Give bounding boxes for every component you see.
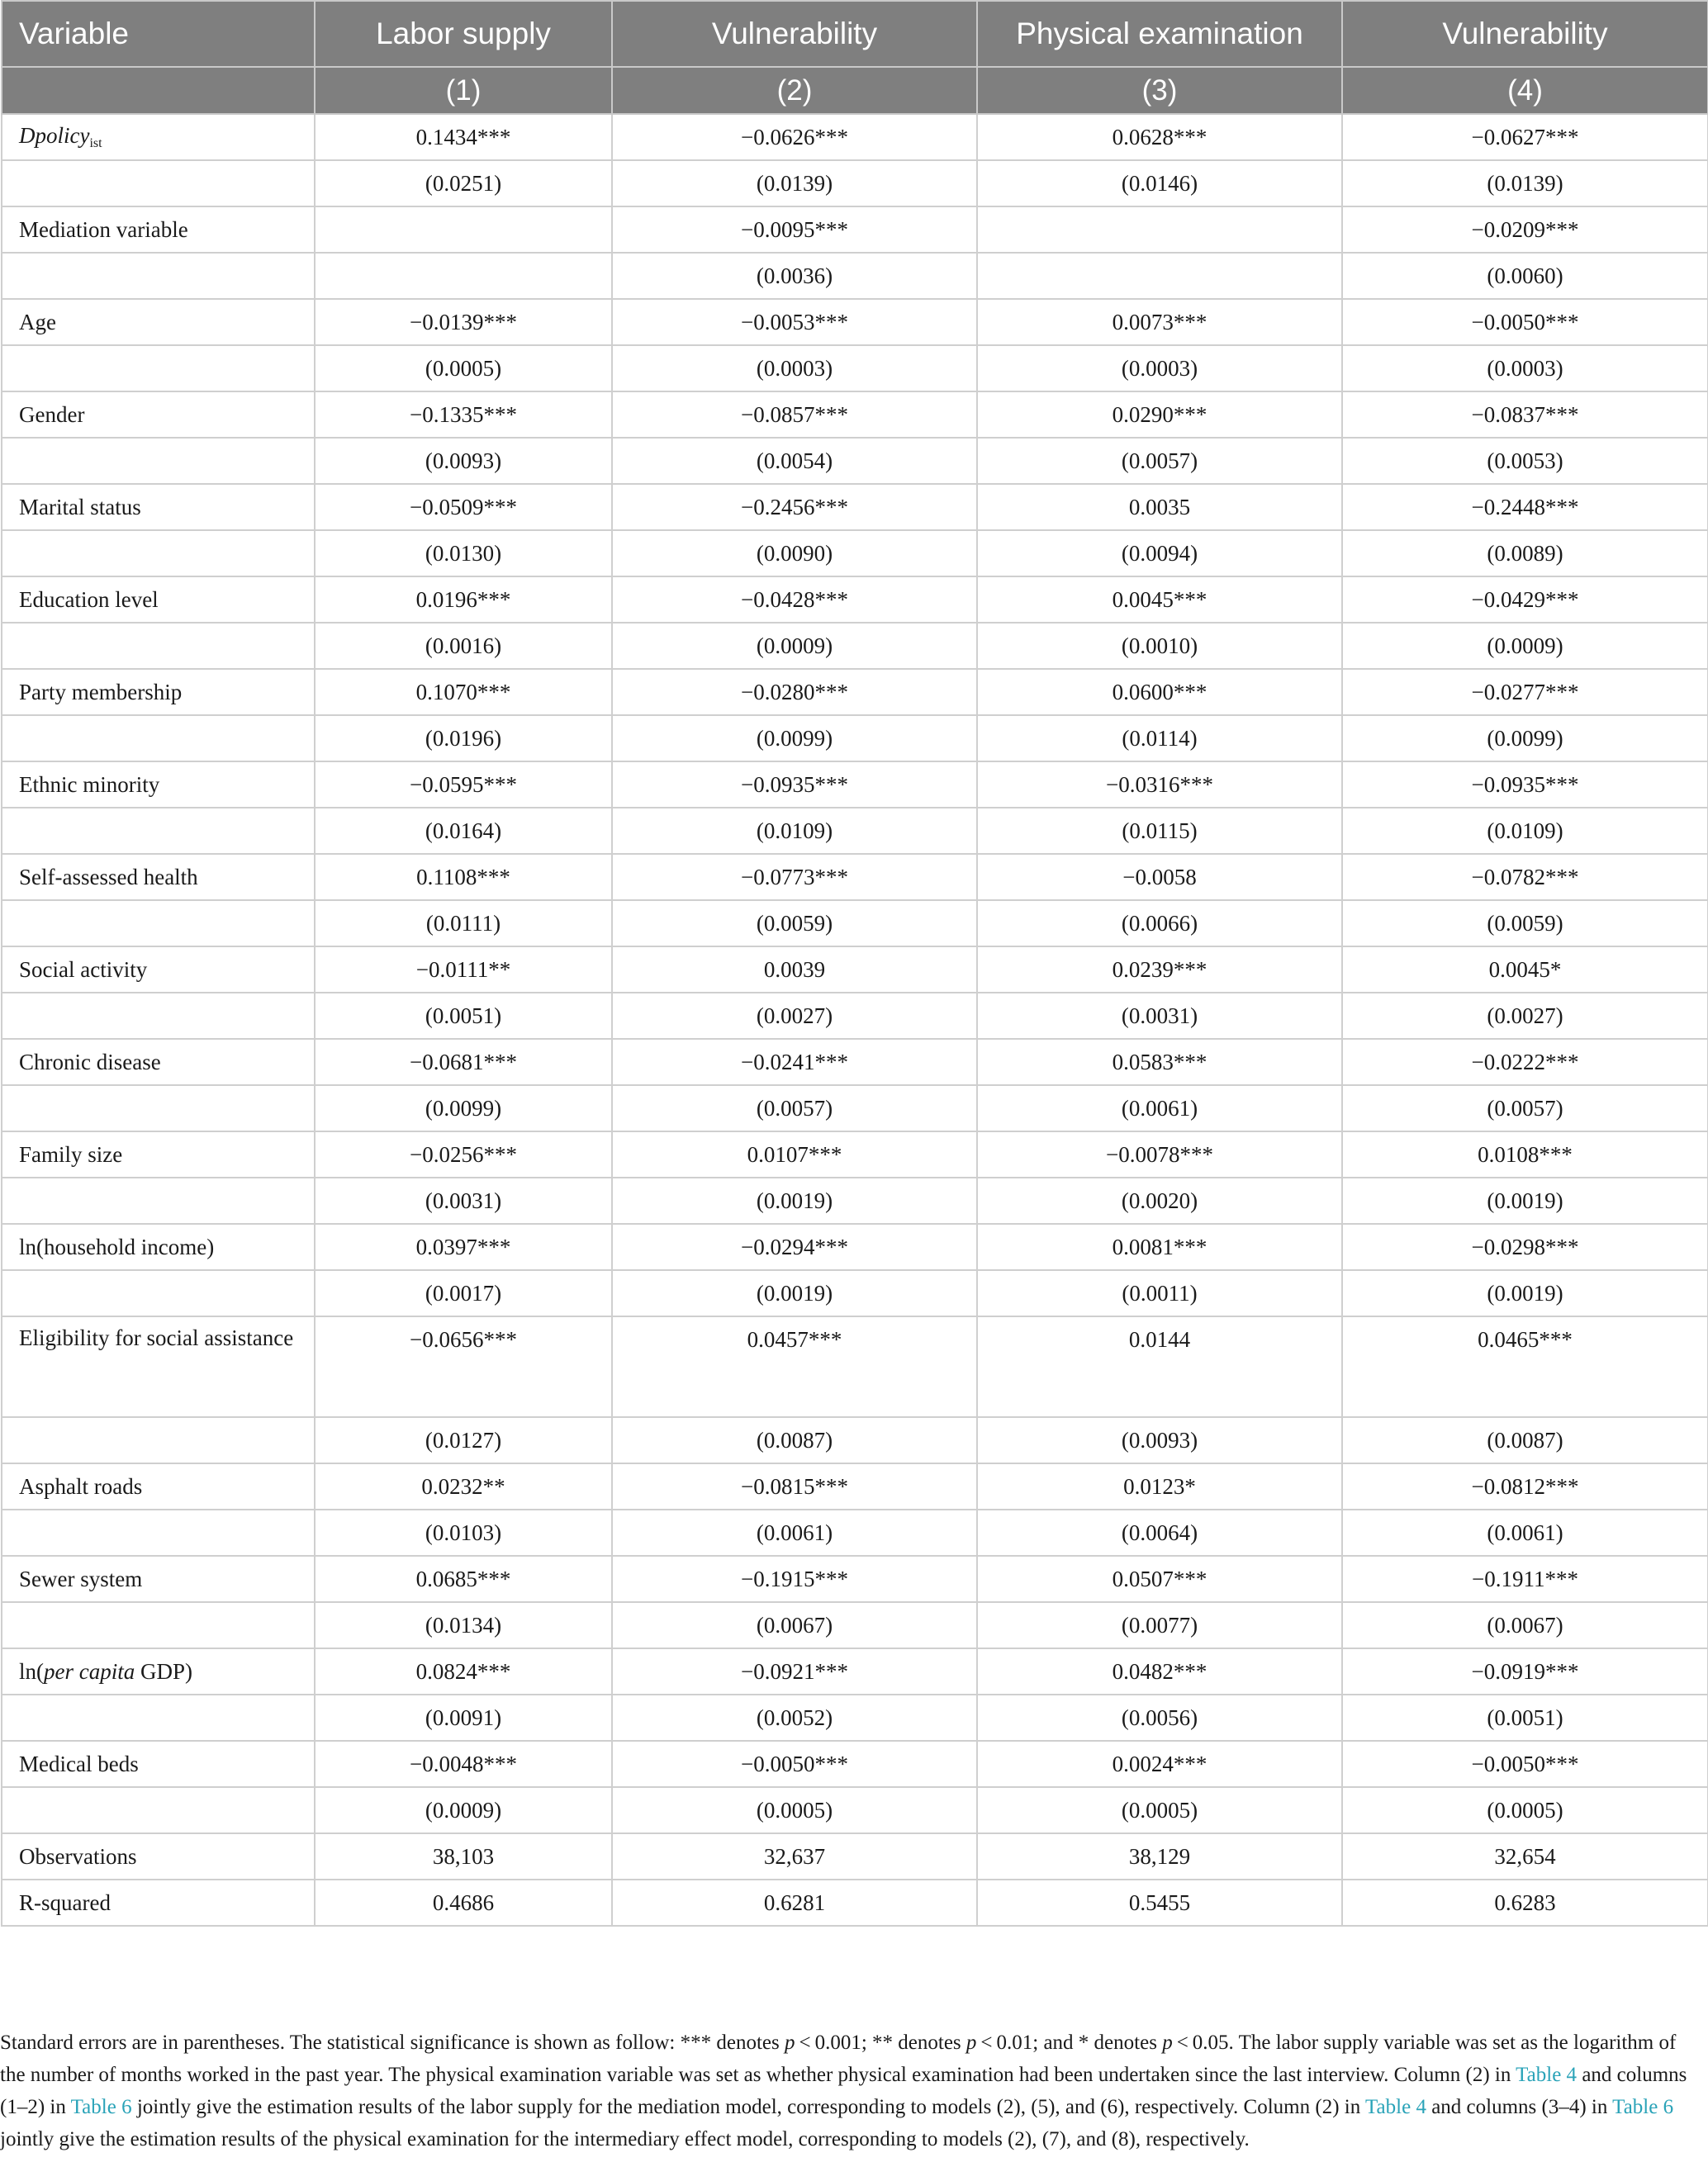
stat-value-cell: 0.6281 [612,1880,977,1926]
column-number-1: (1) [315,67,612,114]
regression-table [1,0,1708,1927]
footnote-text: < 0.01; and * denotes [976,2032,1163,2054]
standard-error-cell: (0.0099) [612,715,977,761]
standard-error-cell: (0.0093) [977,1417,1342,1463]
empty-label-cell [2,1787,315,1833]
empty-label-cell [2,253,315,299]
coefficient-cell: 0.0073*** [977,299,1342,345]
footnote-p-symbol: p [1162,2032,1173,2054]
standard-error-cell: (0.0056) [977,1695,1342,1741]
stat-value-cell: 0.4686 [315,1880,612,1926]
standard-error-cell: (0.0089) [1342,530,1708,576]
row-label: Party membership [2,669,315,715]
coefficient-cell: −0.0298*** [1342,1224,1708,1270]
coefficient-cell: −0.0919*** [1342,1648,1708,1695]
coefficient-cell: 0.0685*** [315,1556,612,1602]
coefficient-cell: 0.0482*** [977,1648,1342,1695]
standard-error-cell: (0.0061) [1342,1510,1708,1556]
footnote-p-symbol: p [965,2032,977,2054]
standard-error-cell: (0.0031) [315,1178,612,1224]
standard-error-cell: (0.0054) [612,438,977,484]
row-label: Medical beds [2,1741,315,1787]
standard-error-cell: (0.0019) [612,1270,977,1316]
stat-value-cell: 32,637 [612,1833,977,1880]
coefficient-cell: −0.0209*** [1342,206,1708,253]
row-label: Chronic disease [2,1039,315,1085]
standard-error-cell: (0.0057) [612,1085,977,1131]
coefficient-cell: 0.0600*** [977,669,1342,715]
column-header-2: Vulnerability [612,1,977,67]
coefficient-cell: 0.0232** [315,1463,612,1510]
stat-value-cell: 38,103 [315,1833,612,1880]
footnote-text: Standard errors are in parentheses. The statistical significance is shown as follow: *** denotes [0,2032,785,2054]
coefficient-cell: 0.0081*** [977,1224,1342,1270]
coefficient-cell: 0.0583*** [977,1039,1342,1085]
row-label-text: ln( [19,1658,44,1684]
standard-error-cell: (0.0005) [612,1787,977,1833]
coefficient-cell: −0.0316*** [977,761,1342,808]
standard-error-cell: (0.0099) [315,1085,612,1131]
footnote-text: jointly give the estimation results of the labor supply for the mediation model, corresponding to models (2), (5), and (6), respectively. Column (2) in [131,2096,1366,2118]
empty-label-cell [2,1417,315,1463]
standard-error-cell: (0.0020) [977,1178,1342,1224]
standard-error-cell: (0.0093) [315,438,612,484]
standard-error-cell: (0.0146) [977,160,1342,206]
row-label: Observations [2,1833,315,1880]
standard-error-cell: (0.0115) [977,808,1342,854]
table-row-standard-error [2,1787,1708,1833]
coefficient-cell: 0.1108*** [315,854,612,900]
row-label: Marital status [2,484,315,530]
standard-error-cell: (0.0060) [1342,253,1708,299]
coefficient-cell: −0.0111** [315,946,612,993]
table-row [2,946,1708,993]
empty-label-cell [2,345,315,391]
coefficient-cell: −0.1915*** [612,1556,977,1602]
standard-error-cell: (0.0019) [1342,1270,1708,1316]
coefficient-cell: −0.0815*** [612,1463,977,1510]
table-row-standard-error [2,438,1708,484]
standard-error-cell: (0.0051) [315,993,612,1039]
table-row-standard-error [2,160,1708,206]
coefficient-cell: 0.0123* [977,1463,1342,1510]
table-row [2,576,1708,623]
empty-label-cell [2,623,315,669]
coefficient-cell: 0.0108*** [1342,1131,1708,1178]
row-label: ln(household income) [2,1224,315,1270]
standard-error-cell: (0.0005) [1342,1787,1708,1833]
variable-header: Variable [2,1,315,67]
coefficient-cell: −0.0935*** [612,761,977,808]
standard-error-cell: (0.0057) [977,438,1342,484]
column-number-2: (2) [612,67,977,114]
table-row-standard-error [2,900,1708,946]
coefficient-cell: −0.0139*** [315,299,612,345]
table-row-standard-error [2,345,1708,391]
table-row [2,114,1708,160]
standard-error-cell: (0.0067) [1342,1602,1708,1648]
row-label: Self-assessed health [2,854,315,900]
standard-error-cell: (0.0009) [315,1787,612,1833]
coefficient-cell: 0.0239*** [977,946,1342,993]
coefficient-cell: −0.0058 [977,854,1342,900]
coefficient-cell: −0.0050*** [612,1741,977,1787]
empty-label-cell [2,993,315,1039]
coefficient-cell: −0.0050*** [1342,299,1708,345]
standard-error-cell: (0.0109) [612,808,977,854]
coefficient-cell: −0.0921*** [612,1648,977,1695]
table-row-standard-error [2,1178,1708,1224]
standard-error-cell: (0.0003) [977,345,1342,391]
row-label: Eligibility for social assistance [2,1316,315,1417]
stat-value-cell: 0.6283 [1342,1880,1708,1926]
table-row [2,1224,1708,1270]
standard-error-cell: (0.0010) [977,623,1342,669]
standard-error-cell: (0.0003) [1342,345,1708,391]
row-label: Age [2,299,315,345]
standard-error-cell: (0.0027) [1342,993,1708,1039]
coefficient-cell: −0.0280*** [612,669,977,715]
standard-error-cell: (0.0059) [1342,900,1708,946]
table-row [2,391,1708,438]
standard-error-cell: (0.0087) [612,1417,977,1463]
table-body [2,114,1708,1926]
stat-value-cell: 32,654 [1342,1833,1708,1880]
row-label-text: GDP) [135,1658,192,1684]
standard-error-cell: (0.0016) [315,623,612,669]
empty-label-cell [2,438,315,484]
standard-error-cell: (0.0052) [612,1695,977,1741]
coefficient-cell: −0.0050*** [1342,1741,1708,1787]
column-header-4: Vulnerability [1342,1,1708,67]
empty-label-cell [2,808,315,854]
standard-error-cell: (0.0066) [977,900,1342,946]
row-label: Social activity [2,946,315,993]
standard-error-cell: (0.0251) [315,160,612,206]
coefficient-cell: −0.2448*** [1342,484,1708,530]
footnote-text: jointly give the estimation results of the physical examination for the intermediary effect model, corresponding to models (2), (7), and (8), respectively. [0,2128,1250,2150]
coefficient-cell: −0.0773*** [612,854,977,900]
standard-error-cell: (0.0139) [1342,160,1708,206]
coefficient-cell: −0.0837*** [1342,391,1708,438]
standard-error-cell: (0.0114) [977,715,1342,761]
table-4-link[interactable]: Table 4 [1516,2064,1578,2086]
coefficient-cell: 0.0290*** [977,391,1342,438]
coefficient-cell: 0.0824*** [315,1648,612,1695]
footnote-text: < 0.05. The labor supply variable was set as the logarithm of the number of months worked in the past year. The physical examination variable was set as whether physical examination had been undertaken since the last interview. Column (2) in [0,2032,1677,2086]
empty-label-cell [2,1085,315,1131]
coefficient-cell: −0.0078*** [977,1131,1342,1178]
standard-error-cell: (0.0053) [1342,438,1708,484]
coefficient-cell: −0.1911*** [1342,1556,1708,1602]
stat-value-cell: 38,129 [977,1833,1342,1880]
table-row [2,206,1708,253]
header-number-row [2,67,1708,114]
table-row [2,299,1708,345]
footnote-text: and columns (1–2) in [0,2064,1687,2118]
row-label: Sewer system [2,1556,315,1602]
row-label-subscript: ist [89,136,102,150]
table-row-standard-error [2,1510,1708,1556]
row-label: Ethnic minority [2,761,315,808]
coefficient-cell: −0.0294*** [612,1224,977,1270]
standard-error-cell: (0.0099) [1342,715,1708,761]
table-row-standard-error [2,1270,1708,1316]
table-4-link[interactable]: Table 4 [1365,2096,1426,2118]
standard-error-cell: (0.0005) [977,1787,1342,1833]
coefficient-cell: −0.1335*** [315,391,612,438]
header-row [2,1,1708,67]
coefficient-cell: −0.0681*** [315,1039,612,1085]
standard-error-cell: (0.0017) [315,1270,612,1316]
standard-error-cell: (0.0090) [612,530,977,576]
coefficient-cell: 0.0465*** [1342,1316,1708,1417]
coefficient-cell: −0.0935*** [1342,761,1708,808]
footnote-p-symbol: p [784,2032,795,2054]
coefficient-cell: −0.0241*** [612,1039,977,1085]
standard-error-cell: (0.0103) [315,1510,612,1556]
standard-error-cell [315,253,612,299]
row-label: Education level [2,576,315,623]
standard-error-cell: (0.0051) [1342,1695,1708,1741]
coefficient-cell: −0.0429*** [1342,576,1708,623]
table-row [2,669,1708,715]
standard-error-cell: (0.0061) [977,1085,1342,1131]
coefficient-cell: −0.0428*** [612,576,977,623]
standard-error-cell: (0.0196) [315,715,612,761]
table-row-standard-error [2,715,1708,761]
standard-error-cell: (0.0130) [315,530,612,576]
coefficient-cell: −0.0626*** [612,114,977,160]
standard-error-cell: (0.0019) [612,1178,977,1224]
coefficient-cell: 0.0457*** [612,1316,977,1417]
standard-error-cell: (0.0027) [612,993,977,1039]
coefficient-cell: −0.2456*** [612,484,977,530]
stat-value-cell: 0.5455 [977,1880,1342,1926]
coefficient-cell [977,206,1342,253]
variable-header-blank [2,67,315,114]
table-row [2,1039,1708,1085]
empty-label-cell [2,1510,315,1556]
table-row [2,484,1708,530]
row-label: R-squared [2,1880,315,1926]
table-6-link[interactable]: Table 6 [1612,2096,1674,2118]
empty-label-cell [2,1270,315,1316]
coefficient-cell: −0.0595*** [315,761,612,808]
standard-error-cell: (0.0127) [315,1417,612,1463]
coefficient-cell: 0.0196*** [315,576,612,623]
row-label-italic: per capita [44,1658,135,1684]
table-row-standard-error [2,1695,1708,1741]
coefficient-cell: 0.0039 [612,946,977,993]
footnote-text: and columns (3–4) in [1426,2096,1613,2118]
table-row-standard-error [2,993,1708,1039]
table-row [2,1131,1708,1178]
table-row-standard-error [2,808,1708,854]
coefficient-cell: −0.0095*** [612,206,977,253]
empty-label-cell [2,900,315,946]
coefficient-cell: 0.0035 [977,484,1342,530]
coefficient-cell: −0.0277*** [1342,669,1708,715]
coefficient-cell: −0.0509*** [315,484,612,530]
column-header-3: Physical examination [977,1,1342,67]
table-row [2,854,1708,900]
table-row [2,1556,1708,1602]
standard-error-cell: (0.0064) [977,1510,1342,1556]
standard-error-cell: (0.0036) [612,253,977,299]
coefficient-cell: −0.0053*** [612,299,977,345]
row-label: Asphalt roads [2,1463,315,1510]
coefficient-cell [315,206,612,253]
standard-error-cell: (0.0067) [612,1602,977,1648]
standard-error-cell: (0.0031) [977,993,1342,1039]
standard-error-cell: (0.0011) [977,1270,1342,1316]
empty-label-cell [2,1602,315,1648]
stats-row [2,1880,1708,1926]
coefficient-cell: −0.0222*** [1342,1039,1708,1085]
standard-error-cell: (0.0109) [1342,808,1708,854]
table-row [2,1463,1708,1510]
coefficient-cell: −0.0782*** [1342,854,1708,900]
standard-error-cell: (0.0019) [1342,1178,1708,1224]
table-row-standard-error [2,530,1708,576]
standard-error-cell: (0.0057) [1342,1085,1708,1131]
standard-error-cell: (0.0134) [315,1602,612,1648]
coefficient-cell: 0.0144 [977,1316,1342,1417]
coefficient-cell: 0.1434*** [315,114,612,160]
empty-label-cell [2,715,315,761]
standard-error-cell: (0.0005) [315,345,612,391]
standard-error-cell: (0.0091) [315,1695,612,1741]
row-label: Family size [2,1131,315,1178]
row-label [2,1648,315,1695]
standard-error-cell: (0.0003) [612,345,977,391]
table-row [2,1741,1708,1787]
row-label-text: Dpolicy [19,123,90,148]
coefficient-cell: 0.0045* [1342,946,1708,993]
standard-error-cell: (0.0009) [1342,623,1708,669]
table-row [2,1316,1708,1417]
coefficient-cell: 0.0107*** [612,1131,977,1178]
column-number-4: (4) [1342,67,1708,114]
empty-label-cell [2,1178,315,1224]
standard-error-cell: (0.0061) [612,1510,977,1556]
standard-error-cell: (0.0164) [315,808,612,854]
row-label [2,114,315,160]
coefficient-cell: −0.0656*** [315,1316,612,1417]
table-row-standard-error [2,1417,1708,1463]
row-label: Mediation variable [2,206,315,253]
coefficient-cell: 0.0507*** [977,1556,1342,1602]
table-row [2,761,1708,808]
standard-error-cell: (0.0139) [612,160,977,206]
standard-error-cell: (0.0094) [977,530,1342,576]
table-row [2,1648,1708,1695]
table-6-link[interactable]: Table 6 [70,2096,132,2118]
stats-row [2,1833,1708,1880]
coefficient-cell: 0.1070*** [315,669,612,715]
table-row-standard-error [2,623,1708,669]
coefficient-cell: 0.0628*** [977,114,1342,160]
table-row-standard-error [2,1085,1708,1131]
column-header-1: Labor supply [315,1,612,67]
row-label: Gender [2,391,315,438]
coefficient-cell: −0.0812*** [1342,1463,1708,1510]
standard-error-cell: (0.0111) [315,900,612,946]
standard-error-cell: (0.0077) [977,1602,1342,1648]
coefficient-cell: −0.0256*** [315,1131,612,1178]
coefficient-cell: 0.0397*** [315,1224,612,1270]
coefficient-cell: 0.0024*** [977,1741,1342,1787]
coefficient-cell: 0.0045*** [977,576,1342,623]
coefficient-cell: −0.0857*** [612,391,977,438]
column-number-3: (3) [977,67,1342,114]
table-row-standard-error [2,1602,1708,1648]
standard-error-cell: (0.0009) [612,623,977,669]
standard-error-cell: (0.0087) [1342,1417,1708,1463]
table-row-standard-error [2,253,1708,299]
coefficient-cell: −0.0048*** [315,1741,612,1787]
empty-label-cell [2,530,315,576]
table-footnote [0,2027,1706,2155]
coefficient-cell: −0.0627*** [1342,114,1708,160]
empty-label-cell [2,160,315,206]
standard-error-cell [977,253,1342,299]
footnote-text: < 0.001; ** denotes [795,2032,966,2054]
standard-error-cell: (0.0059) [612,900,977,946]
empty-label-cell [2,1695,315,1741]
